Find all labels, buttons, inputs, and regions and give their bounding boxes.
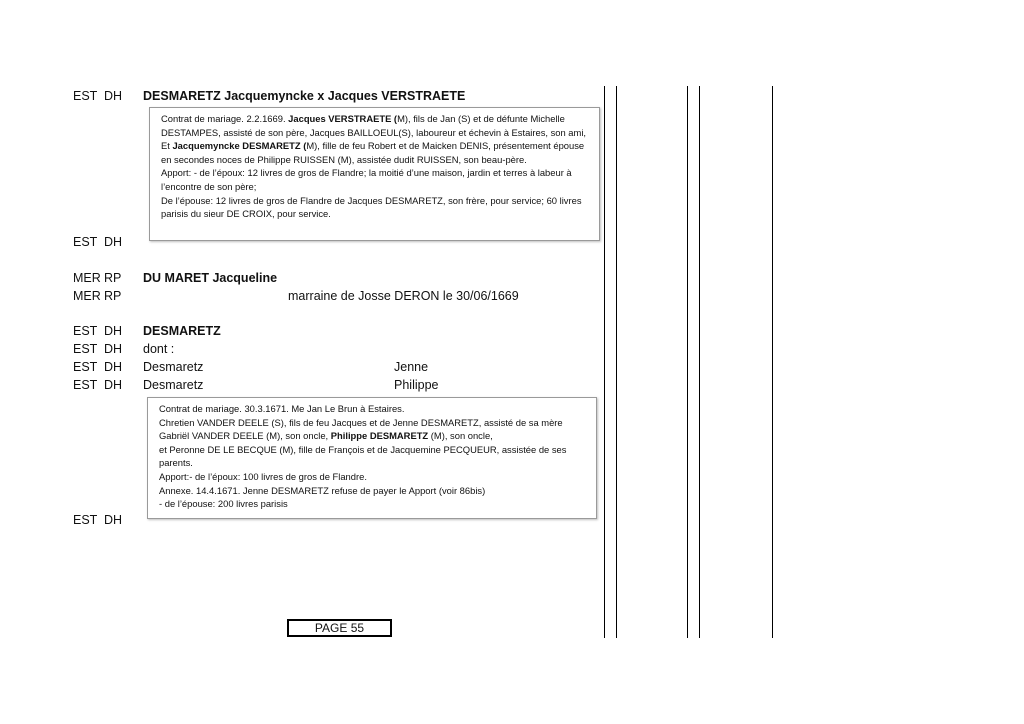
contract-1671-line-7: - de l’épouse: 200 livres parisis — [159, 498, 288, 510]
godmother-note: marraine de Josse DERON le 30/06/1669 — [288, 289, 519, 303]
row9-code2: DH — [104, 513, 123, 527]
contract-1671-line-1: Contrat de mariage. 30.3.1671. Me Jan Le Brun à Estaires. — [159, 403, 405, 414]
row2-code1: EST — [73, 235, 98, 249]
column-divider-1 — [604, 86, 605, 638]
row5-code2: DH — [104, 324, 123, 338]
contract-1669-and: Et — [161, 140, 173, 152]
contract-1671-line-3 — [159, 429, 588, 443]
contract-1669-paragraph-1 — [161, 112, 591, 139]
page-number: PAGE 55 — [287, 619, 392, 637]
dont-label: dont : — [143, 342, 175, 356]
contract-1671-uncle-philippe: Philippe DESMARETZ — [330, 430, 429, 442]
row6-code2: DH — [104, 342, 123, 356]
column-divider-3 — [687, 86, 688, 638]
row6-code1: EST — [73, 342, 98, 356]
column-divider-4 — [699, 86, 700, 638]
row9-code1: EST — [73, 513, 98, 527]
entry-title-verstraete: DESMARETZ Jacquemyncke x Jacques VERSTRAETE — [143, 89, 466, 103]
marriage-contract-box-1669 — [149, 107, 600, 241]
row8-code1: EST — [73, 378, 98, 392]
contract-1671-uncle-gabriel: Gabriël VANDER DEELE (M), son oncle, — [159, 430, 331, 442]
contract-1669-bride: Jacquemyncke DESMARETZ ( — [172, 140, 307, 152]
row3-code1: MER — [73, 271, 101, 285]
contract-1671-line-6: Annexe. 14.4.1671. Jenne DESMARETZ refuse de payer le Apport (voir 86bis) — [159, 484, 486, 496]
child-surname-2: Desmaretz — [143, 378, 204, 392]
entry-title-desmaretz: DESMARETZ — [143, 324, 221, 338]
contract-1669-apport-bride: De l’épouse: 12 livres de gros de Flandre de Jacques DESMARETZ, son frère, pour service; 60 livres parisis du sieur DE CROIX, pour service. — [161, 194, 582, 220]
contract-1671-line-4: et Peronne DE LE BECQUE (M), fille de François et de Jacquemine PECQUEUR, assistée de ses parents. — [159, 443, 567, 469]
row1-code1: EST — [73, 89, 98, 103]
contract-1669-paragraph-2 — [161, 139, 591, 166]
contract-1669-bride-details: M), fille de feu Robert et de Maicken DENIS, présentement épouse en secondes noces de Philippe RUISSEN (M), assistée dudit RUISSEN, son beau-père. — [161, 140, 585, 165]
marriage-contract-box-1671 — [147, 397, 597, 519]
child-surname-1: Desmaretz — [143, 360, 204, 374]
row2-code2: DH — [104, 235, 123, 249]
contract-1671-line-5: Apport:- de l’époux: 100 livres de gros de Flandre. — [159, 470, 367, 482]
row7-code1: EST — [73, 360, 98, 374]
row4-code1: MER — [73, 289, 101, 303]
row1-code2: DH — [104, 89, 123, 103]
contract-1669-apport-groom: Apport: - de l’époux: 12 livres de gros de Flandre; la moitié d’une maison, jardin et terres à labeur à l’encontre de son père; — [161, 167, 572, 192]
column-divider-2 — [616, 86, 617, 638]
row3-code2: RP — [104, 271, 122, 285]
contract-1671-line-2: Chretien VANDER DEELE (S), fils de feu Jacques et de Jenne DESMARETZ, assisté de sa mère — [159, 416, 563, 428]
row8-code2: DH — [104, 378, 123, 392]
contract-1669-groom-details: M), fils de Jan (S) et de défunte Michelle DESTAMPES, assisté de son père, Jacques BAILLOEUL(S), laboureur et échevin à Estaires, son ami, — [161, 113, 587, 138]
child-firstname-1: Jenne — [394, 360, 429, 374]
contract-1669-groom: Jacques VERSTRAETE ( — [288, 113, 398, 124]
contract-1671-uncle-suffix: (M), son oncle, — [428, 430, 493, 442]
row5-code1: EST — [73, 324, 98, 338]
row7-code2: DH — [104, 360, 123, 374]
column-divider-5 — [772, 86, 773, 638]
entry-title-du-maret: DU MARET Jacqueline — [143, 271, 278, 285]
child-firstname-2: Philippe — [394, 378, 439, 392]
row4-code2: RP — [104, 289, 122, 303]
contract-1669-intro: Contrat de mariage. 2.2.1669. — [161, 113, 289, 124]
